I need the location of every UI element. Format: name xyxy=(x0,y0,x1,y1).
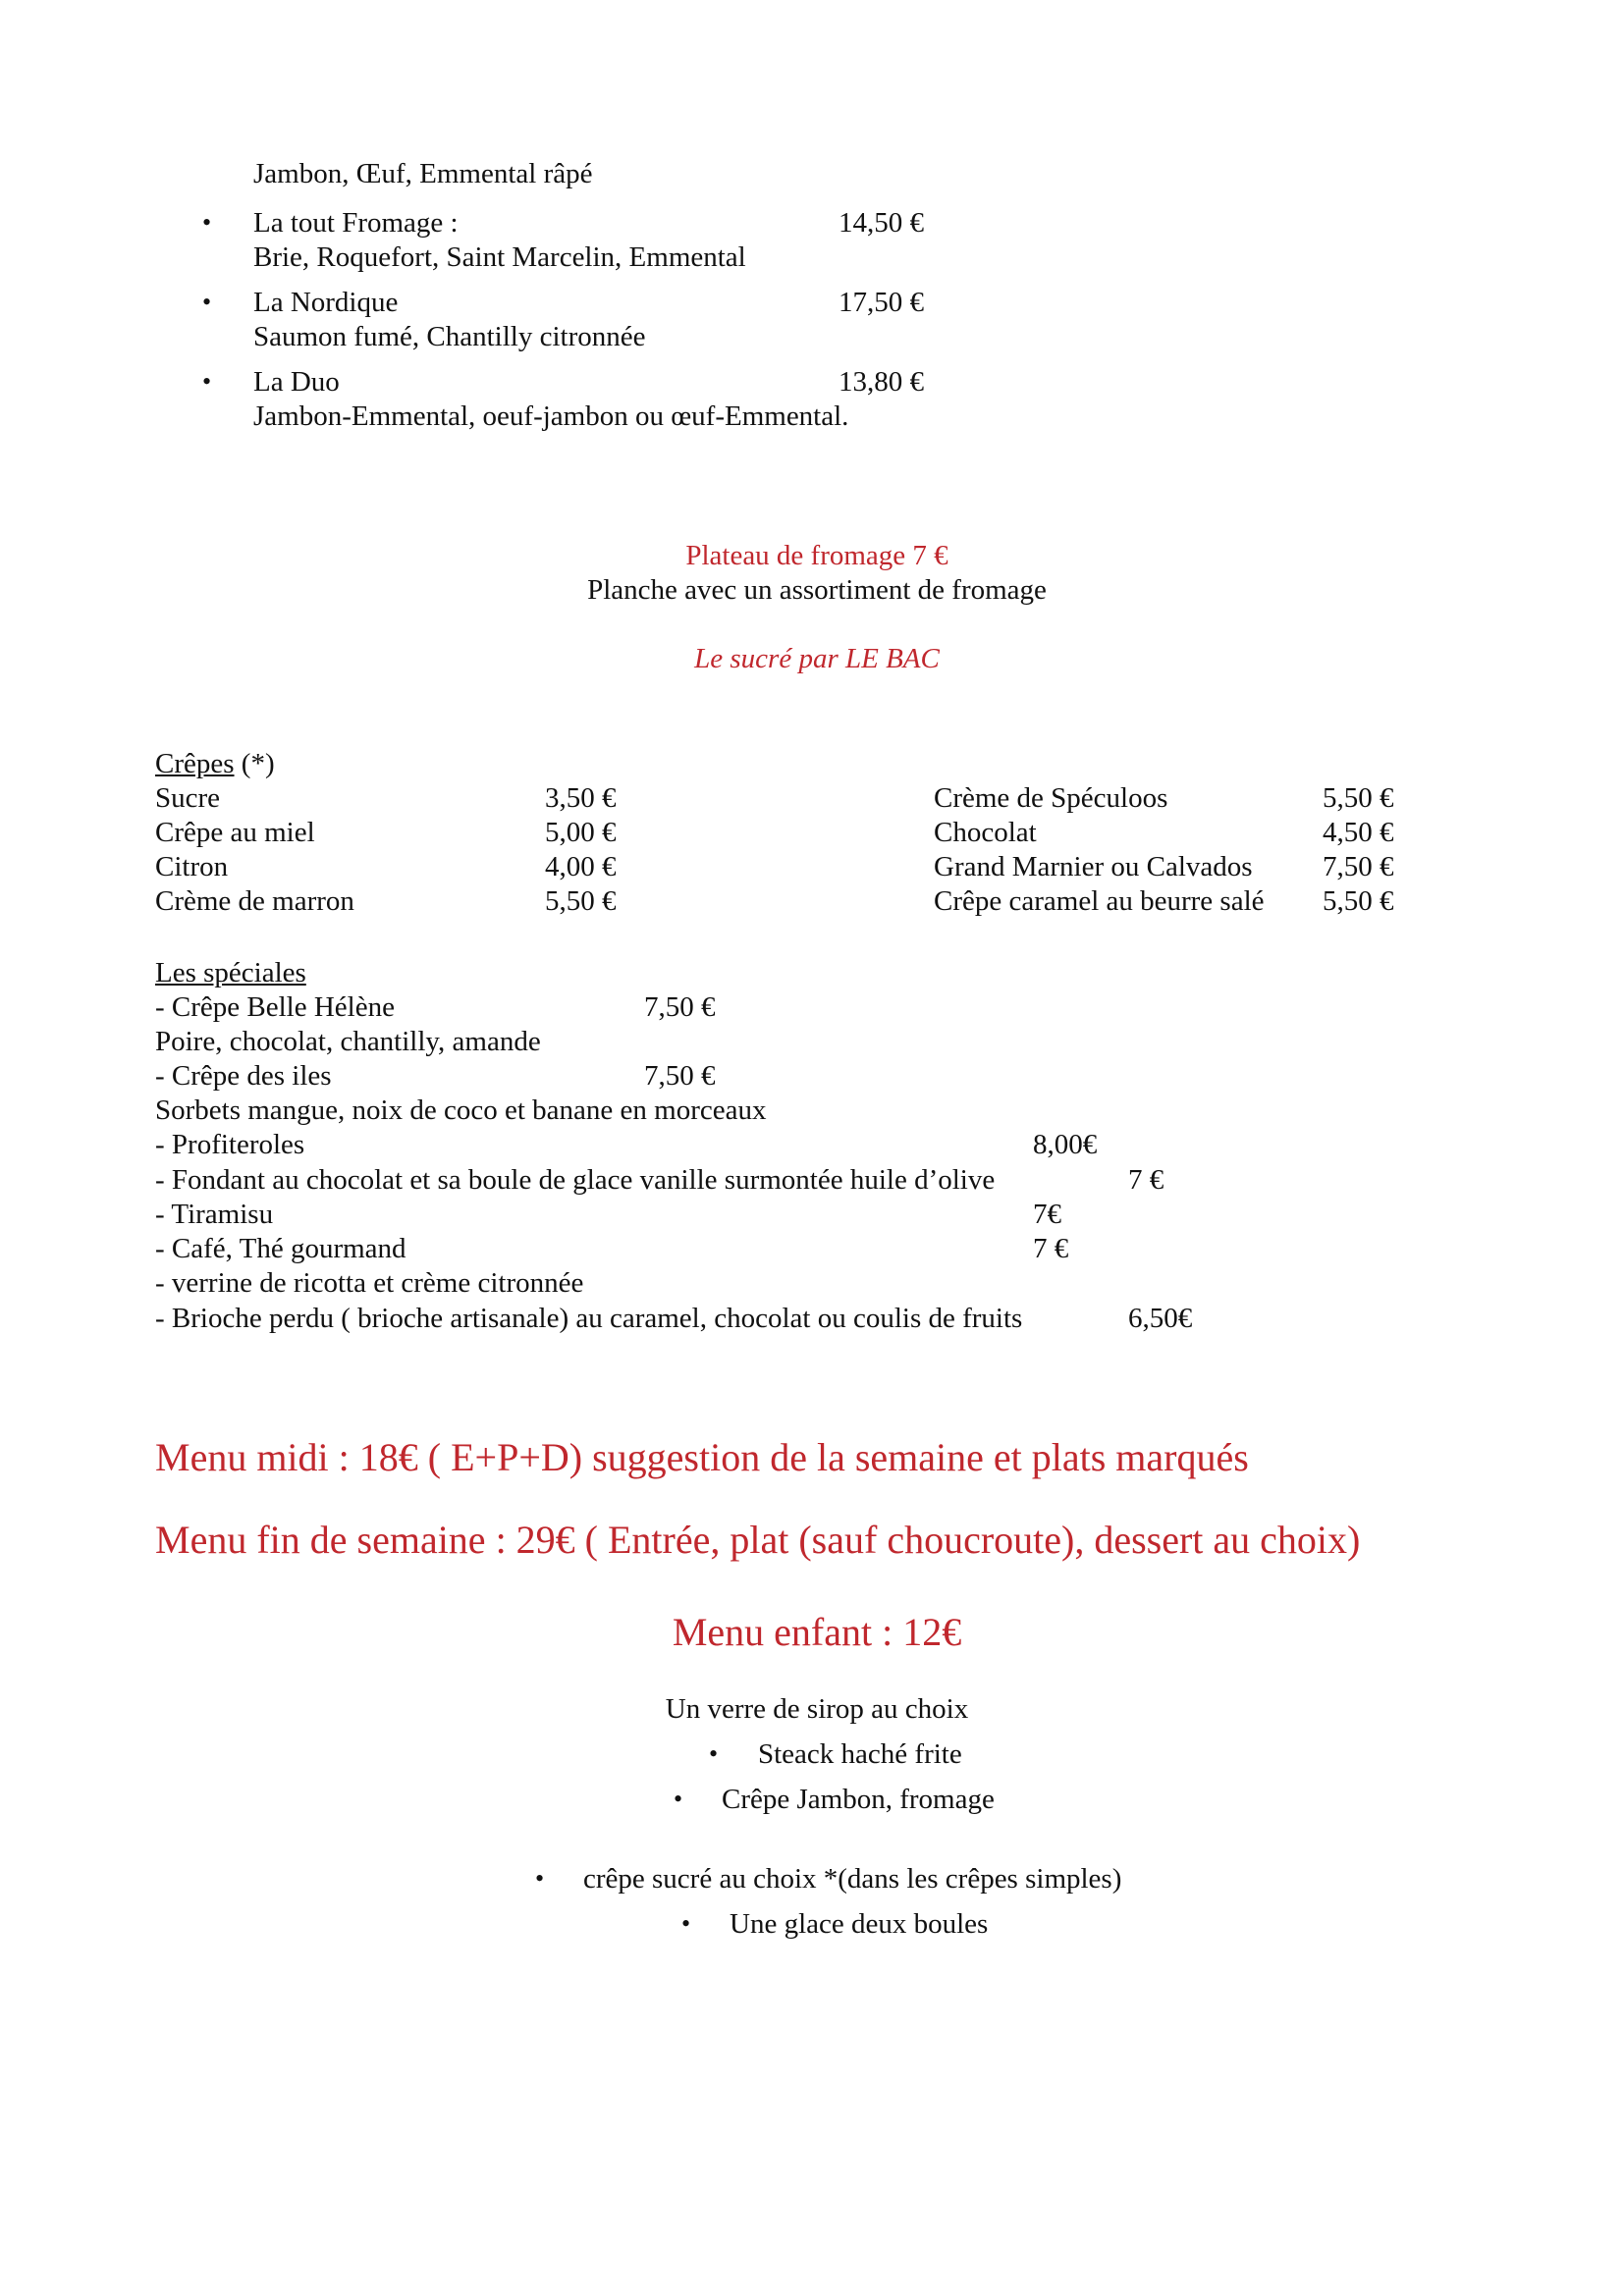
crepe-price: 5,00 € xyxy=(545,817,617,848)
crepe-name: Chocolat xyxy=(934,817,1037,848)
special-price: 7,50 € xyxy=(644,1060,716,1092)
crepe-name: Crêpe au miel xyxy=(155,817,315,848)
special-name: - Profiteroles xyxy=(155,1129,305,1160)
menu-item-desc: Jambon-Emmental, oeuf-jambon ou œuf-Emmental. xyxy=(253,400,849,432)
menu-item-name: La Nordique xyxy=(253,287,399,318)
crepe-name: Crêpe caramel au beurre salé xyxy=(934,885,1265,917)
cheese-platter-title: Plateau de fromage 7 € xyxy=(685,540,948,571)
special-price: 6,50€ xyxy=(1128,1303,1193,1334)
crepe-price: 5,50 € xyxy=(1323,782,1394,814)
bullet-icon: • xyxy=(681,1909,691,1938)
kids-menu-item: crêpe sucré au choix *(dans les crêpes simples) xyxy=(583,1863,1122,1895)
crepe-name: Sucre xyxy=(155,782,221,814)
menu-item-price: 14,50 € xyxy=(839,207,924,239)
special-price: 7,50 € xyxy=(644,991,716,1023)
menu-item-name: La Duo xyxy=(253,366,340,398)
special-name: - Brioche perdu ( brioche artisanale) au caramel, chocolat ou coulis de fruits xyxy=(155,1303,1023,1334)
crepe-price: 3,50 € xyxy=(545,782,617,814)
crepe-price: 7,50 € xyxy=(1323,851,1394,882)
kids-menu-item: Crêpe Jambon, fromage xyxy=(722,1784,995,1815)
menu-weekend: Menu fin de semaine : 29€ ( Entrée, plat (sauf choucroute), dessert au choix) xyxy=(155,1518,1361,1562)
crepe-price: 5,50 € xyxy=(1323,885,1394,917)
kids-drink: Un verre de sirop au choix xyxy=(665,1693,969,1725)
crepe-name: Crème de marron xyxy=(155,885,354,917)
bullet-icon: • xyxy=(674,1785,683,1813)
bullet-icon: • xyxy=(202,288,212,316)
crepes-heading-suffix: (*) xyxy=(234,748,275,779)
crepe-name: Citron xyxy=(155,851,229,882)
crepe-price: 4,50 € xyxy=(1323,817,1394,848)
menu-item-price: 13,80 € xyxy=(839,366,924,398)
menu-item-desc: Saumon fumé, Chantilly citronnée xyxy=(253,321,646,352)
menu-enfant: Menu enfant : 12€ xyxy=(672,1610,962,1654)
menu-item-name: La tout Fromage : xyxy=(253,207,459,239)
crepes-heading-label: Crêpes xyxy=(155,748,235,779)
special-price: 7 € xyxy=(1128,1164,1164,1196)
bullet-icon: • xyxy=(202,367,212,396)
crepe-name: Crème de Spéculoos xyxy=(934,782,1168,814)
bullet-icon: • xyxy=(535,1864,545,1893)
menu-midi: Menu midi : 18€ ( E+P+D) suggestion de la semaine et plats marqués xyxy=(155,1435,1249,1479)
crepes-heading xyxy=(155,747,275,780)
bullet-icon: • xyxy=(202,208,212,237)
crepe-price: 5,50 € xyxy=(545,885,617,917)
special-name: - Café, Thé gourmand xyxy=(155,1233,406,1264)
special-price: 8,00€ xyxy=(1033,1129,1098,1160)
crepe-ingredients-line: Jambon, Œuf, Emmental râpé xyxy=(253,158,593,189)
special-name: - verrine de ricotta et crème citronnée xyxy=(155,1267,584,1299)
specials-heading: Les spéciales xyxy=(155,957,306,988)
crepe-name: Grand Marnier ou Calvados xyxy=(934,851,1253,882)
special-desc: Poire, chocolat, chantilly, amande xyxy=(155,1026,541,1057)
crepe-price: 4,00 € xyxy=(545,851,617,882)
special-name: - Fondant au chocolat et sa boule de glace vanille surmontée huile d’olive xyxy=(155,1164,996,1196)
special-name: - Crêpe Belle Hélène xyxy=(155,991,395,1023)
special-price: 7€ xyxy=(1033,1199,1061,1230)
special-name: - Crêpe des iles xyxy=(155,1060,332,1092)
special-price: 7 € xyxy=(1033,1233,1069,1264)
bullet-icon: • xyxy=(709,1739,719,1768)
menu-item-price: 17,50 € xyxy=(839,287,924,318)
special-name: - Tiramisu xyxy=(155,1199,274,1230)
kids-menu-item: Une glace deux boules xyxy=(730,1908,989,1940)
menu-item-desc: Brie, Roquefort, Saint Marcelin, Emmental xyxy=(253,241,746,273)
cheese-platter-desc: Planche avec un assortiment de fromage xyxy=(587,574,1047,606)
special-desc: Sorbets mangue, noix de coco et banane en morceaux xyxy=(155,1095,767,1126)
kids-menu-item: Steack haché frite xyxy=(758,1738,962,1770)
sweet-section-title: Le sucré par LE BAC xyxy=(694,643,940,674)
